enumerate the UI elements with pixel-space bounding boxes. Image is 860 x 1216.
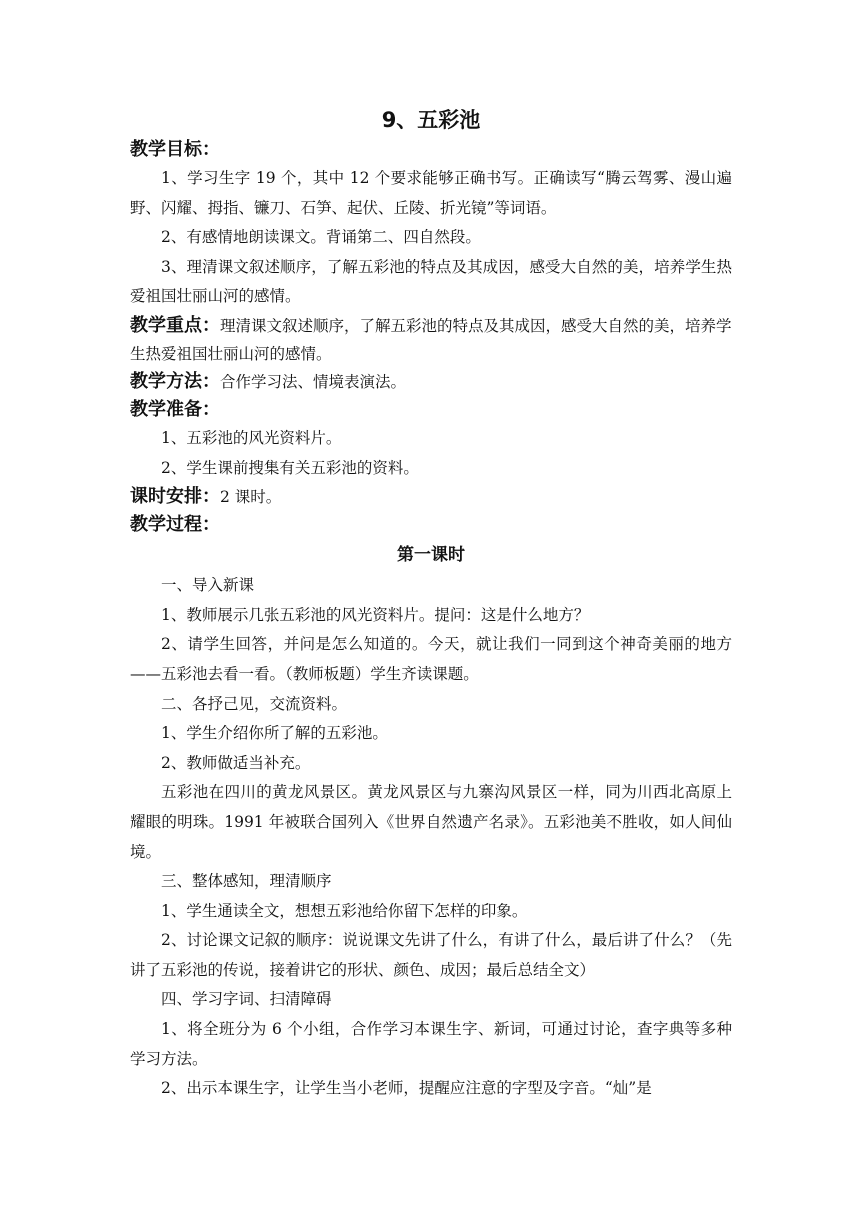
lesson-paragraph: 2、讨论课文记叙的顺序：说说课文先讲了什么，有讲了什么，最后讲了什么？（先讲了五彩池的传说，接着讲它的形状、颜色、成因；最后总结全文）: [130, 931, 732, 979]
document-title: 9、五彩池: [381, 108, 481, 132]
preparation-heading: 教学准备：: [130, 398, 220, 420]
lesson-paragraph: 三、整体感知，理清顺序: [161, 872, 332, 891]
schedule-section: [130, 483, 732, 511]
lesson-paragraph: 一、导入新课: [161, 576, 255, 595]
lesson-paragraph: 2、出示本课生字，让学生当小老师，提醒应注意的字型及字音。“灿”是: [161, 1079, 652, 1098]
objective-item: 2、有感情地朗读课文。背诵第二、四自然段。: [161, 228, 481, 247]
lesson-paragraph: 四、学习字词、扫清障碍: [161, 990, 332, 1009]
methods-heading: 教学方法：: [130, 370, 220, 392]
lesson-paragraph: 1、教师展示几张五彩池的风光资料片。提问：这是什么地方？: [161, 605, 590, 624]
lesson-paragraph: 1、学生通读全文，想想五彩池给你留下怎样的印象。: [161, 901, 528, 920]
lesson-paragraph: 2、教师做适当补充。: [161, 753, 311, 772]
methods-text: 合作学习法、情境表演法。: [220, 372, 407, 391]
schedule-heading: 课时安排：: [130, 486, 220, 508]
preparation-item: 2、学生课前搜集有关五彩池的资料。: [161, 458, 419, 477]
document-content: [130, 104, 732, 1104]
process-heading: 教学过程：: [130, 514, 220, 536]
objective-item: 3、理清课文叙述顺序，了解五彩池的特点及其成因，感受大自然的美，培养学生热爱祖国壮丽山河的感情。: [130, 257, 732, 306]
preparation-item: 1、五彩池的风光资料片。: [161, 428, 342, 447]
lesson-paragraph: 五彩池在四川的黄龙风景区。黄龙风景区与九寨沟风景区一样，同为川西北高原上耀眼的明珠。1991 年被联合国列入《世界自然遗产名录》。五彩池美不胜收，如人间仙境。: [130, 783, 732, 861]
lesson-paragraph: 二、各抒己见，交流资料。: [161, 694, 348, 713]
objective-item: 1、学习生字 19 个，其中 12 个要求能够正确书写。正确读写“腾云驾雾、漫山遍野、闪耀、拇指、镰刀、石笋、起伏、丘陵、折光镜”等词语。: [130, 169, 732, 217]
objectives-heading: 教学目标：: [130, 139, 220, 160]
key-points-section: [130, 312, 732, 368]
key-points-text: 理清课文叙述顺序，了解五彩池的特点及其成因，感受大自然的美，培养学生热爱祖国壮丽山河的感情。: [130, 316, 732, 363]
lesson-paragraph: 1、将全班分为 6 个小组，合作学习本课生字、新词，可通过讨论，查字典等多种学习方法。: [130, 1020, 732, 1068]
key-points-heading: 教学重点：: [130, 314, 220, 336]
lesson-title: 第一课时: [397, 545, 465, 566]
lesson-paragraph: 2、请学生回答，并问是怎么知道的。今天，就让我们一同到这个神奇美丽的地方——五彩池去看一看。（教师板题）学生齐读课题。: [130, 635, 732, 683]
schedule-text: 2 课时。: [220, 488, 282, 507]
methods-section: [130, 368, 732, 396]
lesson-paragraph: 1、学生介绍你所了解的五彩池。: [161, 724, 388, 743]
